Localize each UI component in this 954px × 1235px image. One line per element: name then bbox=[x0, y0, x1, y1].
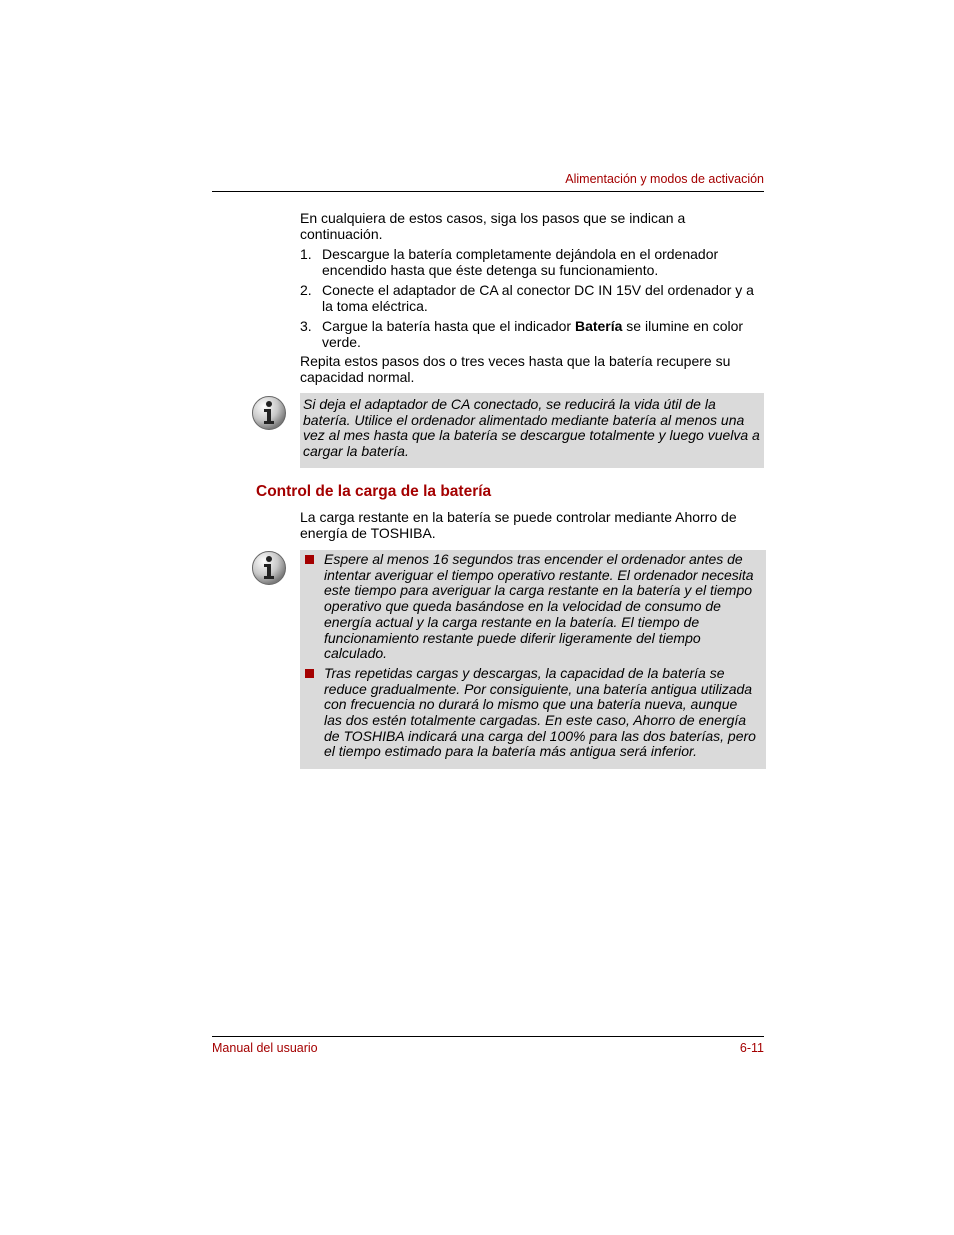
header-rule bbox=[212, 191, 764, 192]
step-1 bbox=[300, 247, 765, 278]
note-bullet-text: Tras repetidas cargas y descargas, la capacidad de la batería se reduce gradualmente. Por consiguiente, una batería antigua utilizada con frecuencia no durará lo mismo que una batería nueva, aunque las dos estén totalmente cargadas. En este caso, Ahorro de energía de TOSHIBA indicará una carga del 100% para las dos baterías, pero el tiempo estimado para la batería más antigua será inferior. bbox=[324, 664, 756, 760]
square-bullet-icon bbox=[305, 669, 314, 678]
repeat-paragraph: Repita estos pasos dos o tres veces hasta que la batería recupere su capacidad normal. bbox=[300, 353, 731, 385]
step-number: 2. bbox=[300, 282, 312, 298]
step-3 bbox=[300, 319, 765, 350]
note-bullet-list bbox=[300, 550, 766, 772]
step-number: 1. bbox=[300, 246, 312, 262]
section-intro: La carga restante en la batería se puede controlar mediante Ahorro de energía de TOSHIBA. bbox=[300, 509, 737, 541]
step-text-before: Cargue la batería hasta que el indicador bbox=[322, 318, 575, 334]
footer-title: Manual del usuario bbox=[212, 1041, 318, 1055]
note-box bbox=[300, 550, 766, 769]
page-number: 6-11 bbox=[739, 1041, 764, 1055]
step-text-after: se ilumine en color verde. bbox=[322, 318, 744, 350]
step-text: Descargue la batería completamente dejándola en el ordenador encendido hasta que éste detenga su funcionamiento. bbox=[322, 246, 719, 278]
step-number: 3. bbox=[300, 318, 312, 334]
note-bullet bbox=[302, 552, 756, 662]
footer-rule bbox=[212, 1036, 764, 1037]
note-box bbox=[300, 393, 764, 468]
step-2 bbox=[300, 283, 765, 314]
indicator-name: Batería bbox=[574, 318, 623, 334]
note-bullet bbox=[302, 666, 756, 760]
info-icon bbox=[251, 550, 287, 586]
section-heading: Control de la carga de la batería bbox=[256, 483, 492, 500]
intro-paragraph: En cualquiera de estos casos, siga los pasos que se indican a continuación. bbox=[300, 210, 686, 242]
note-bullet-text: Espere al menos 16 segundos tras encender el ordenador antes de intentar averiguar el tiempo operativo restante. El ordenador necesita este tiempo para averiguar la carga restante en la batería y el tiempo operativo que queda basándose en la velocidad de consumo de energía actual y la carga restante en la batería. El tiempo de funcionamiento restante puede diferir ligeramente del tiempo calculado. bbox=[324, 551, 754, 662]
info-icon bbox=[251, 395, 287, 431]
header-title: Alimentación y modos de activación bbox=[565, 172, 764, 186]
step-text: Conecte el adaptador de CA al conector DC IN 15V del ordenador y a la toma eléctrica. bbox=[322, 282, 754, 314]
step-text bbox=[322, 319, 765, 350]
square-bullet-icon bbox=[305, 555, 314, 564]
note-text: Si deja el adaptador de CA conectado, se reducirá la vida útil de la batería. Utilice el ordenador alimentado mediante batería al menos una vez al mes hasta que la batería se descargue totalmente y luego vuelva a cargar la batería. bbox=[303, 396, 760, 460]
